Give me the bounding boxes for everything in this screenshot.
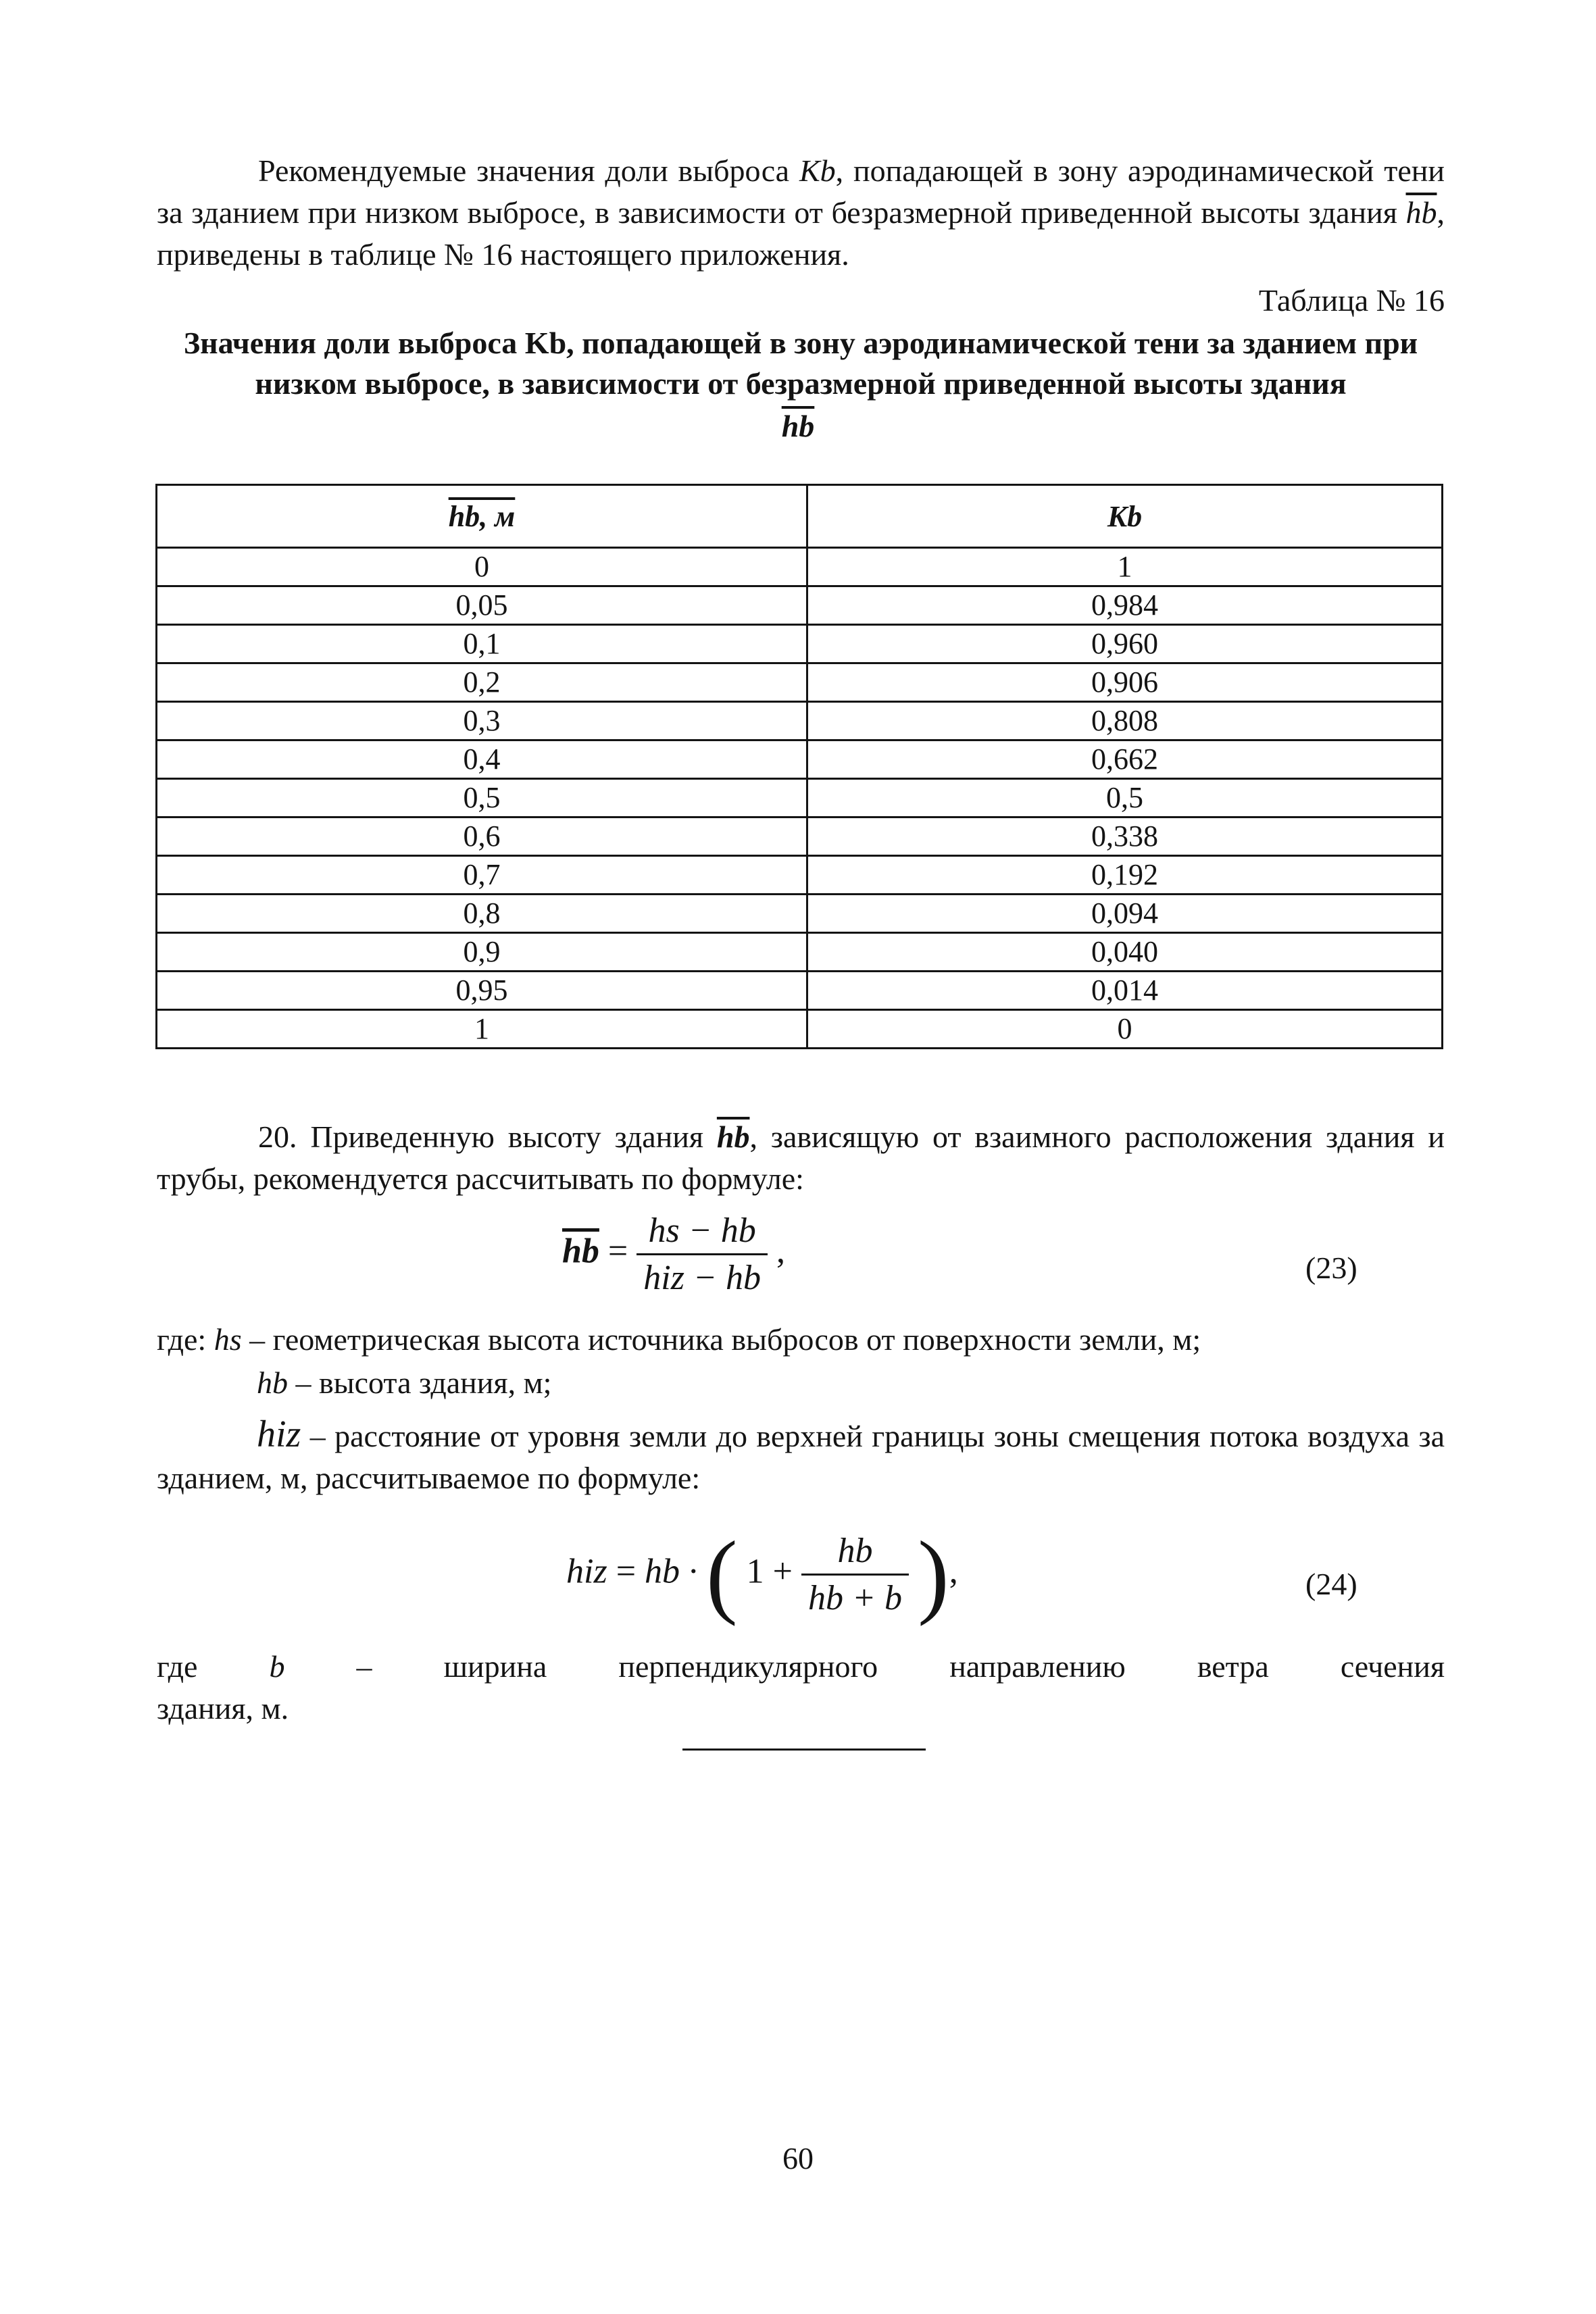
column-header-hb-text: hb, м [448, 499, 516, 533]
cell-hb: 0,1 [157, 625, 807, 663]
cell-kb: 0,960 [807, 625, 1443, 663]
section-20-paragraph [157, 1116, 1445, 1200]
table-row [157, 779, 1443, 818]
cell-hb: 0,05 [157, 586, 807, 625]
defs-hs-var: hs [214, 1322, 242, 1357]
table-row [157, 895, 1443, 933]
formula24-lparen: ( [706, 1522, 738, 1627]
column-header-kb: Kb [807, 485, 1443, 548]
cell-hb: 0,3 [157, 702, 807, 740]
table-row [157, 972, 1443, 1010]
formula23-numerator: hs − hb [637, 1211, 768, 1255]
formula23-lhs: $\overline{hb}$ [562, 1232, 599, 1271]
cell-kb: 0,5 [807, 779, 1443, 818]
cell-hb: 0,5 [157, 779, 807, 818]
table-row [157, 933, 1443, 972]
table-row [157, 663, 1443, 702]
definition-b-line2: здания, м. [157, 1691, 289, 1726]
defs-hb-text: – высота здания, м; [288, 1365, 552, 1400]
section20-text-a: 20. Приведенную высоту здания [258, 1120, 717, 1154]
var-kb: Kb [799, 153, 836, 188]
table-row [157, 625, 1443, 663]
table-row [157, 548, 1443, 586]
data-table [155, 484, 1443, 1049]
formula24-tail: , [949, 1552, 958, 1591]
cell-kb: 0,984 [807, 586, 1443, 625]
intro-text-b: , попадающей в зону аэродинамической тени за зданием при низком выбросе, в зависимости от безразмерной приведенной высоты здания [157, 153, 1445, 230]
formula24-factor: hb · [645, 1552, 698, 1591]
intro-text-c: , приведены в таблице № 16 настоящего приложения. [157, 195, 1445, 272]
table-body [157, 548, 1443, 1049]
formula-24 [566, 1520, 958, 1629]
formula24-one-plus: 1 + [746, 1552, 801, 1591]
formula24-numerator: hb [801, 1531, 909, 1576]
table-row [157, 1010, 1443, 1049]
defs-b-b: – ширина перпендикулярного направлению ветра сечения [356, 1649, 1445, 1684]
intro-paragraph [157, 150, 1445, 276]
separator-line [682, 1749, 926, 1751]
cell-kb: 0,192 [807, 856, 1443, 895]
table-row [157, 856, 1443, 895]
var-hb-section20: $\overline{hb}$ [716, 1120, 750, 1154]
column-header-hb [157, 485, 807, 548]
table-title-variable: $\overline{hb}$ [781, 409, 815, 443]
defs-hiz-var: hiz [257, 1413, 301, 1455]
cell-hb: 0,7 [157, 856, 807, 895]
definition-hiz [157, 1413, 1445, 1499]
formula24-denominator: hb + b [807, 1579, 903, 1617]
intro-text-a: Рекомендуемые значения доли выброса [258, 153, 799, 188]
formula23-eq: = [607, 1232, 637, 1271]
defs-b-var: b [269, 1649, 285, 1684]
cell-kb: 0,808 [807, 702, 1443, 740]
formula24-rparen: ) [918, 1522, 949, 1627]
cell-kb: 0,906 [807, 663, 1443, 702]
cell-hb: 0,2 [157, 663, 807, 702]
cell-hb: 0,6 [157, 818, 807, 856]
formula23-fraction [637, 1211, 768, 1298]
formula-23 [562, 1211, 785, 1298]
table-row [157, 702, 1443, 740]
defs-hs-text: – геометрическая высота источника выбросов от поверхности земли, м; [241, 1322, 1201, 1357]
cell-hb: 0,95 [157, 972, 807, 1010]
section20-text-b: , зависящую от взаимного расположения здания и трубы, рекомендуется рассчитывать по формуле: [157, 1120, 1445, 1196]
cell-kb: 0,338 [807, 818, 1443, 856]
equation-number-24: (24) [1305, 1567, 1357, 1601]
table-header-row [157, 485, 1443, 548]
equation-number-23: (23) [1305, 1251, 1357, 1285]
cell-hb: 1 [157, 1010, 807, 1049]
table-title: Значения доли выброса Kb, попадающей в зону аэродинамической тени за зданием при низком выбросе, в зависимости от безразмерной приведенной высоты здания [183, 326, 1418, 401]
defs-b-a: где [157, 1649, 198, 1684]
formula23-tail: , [776, 1232, 786, 1271]
cell-hb: 0,4 [157, 740, 807, 779]
table-row [157, 818, 1443, 856]
table-row [157, 740, 1443, 779]
cell-kb: 0,662 [807, 740, 1443, 779]
page-number: 60 [782, 2141, 814, 2175]
formula24-fraction [801, 1531, 909, 1618]
cell-hb: 0,8 [157, 895, 807, 933]
definition-hs [157, 1319, 1201, 1361]
table-row [157, 586, 1443, 625]
formula24-eq: = [616, 1552, 645, 1591]
cell-kb: 1 [807, 548, 1443, 586]
defs-prefix: где: [157, 1322, 214, 1357]
cell-kb: 0,040 [807, 933, 1443, 972]
definition-b-line1 [157, 1646, 1445, 1688]
formula24-lhs: hiz [566, 1552, 607, 1591]
cell-kb: 0,014 [807, 972, 1443, 1010]
definition-hb [257, 1362, 551, 1404]
cell-hb: 0 [157, 548, 807, 586]
cell-hb: 0,9 [157, 933, 807, 972]
defs-hb-var: hb [257, 1365, 288, 1400]
formula23-denominator: hiz − hb [643, 1259, 762, 1297]
table-number: Таблица № 16 [1258, 283, 1445, 318]
cell-kb: 0,094 [807, 895, 1443, 933]
cell-kb: 0 [807, 1010, 1443, 1049]
defs-hiz-text: – расстояние от уровня земли до верхней границы зоны смещения потока воздуха за зданием, м, рассчитываемое по формуле: [157, 1419, 1445, 1495]
var-hb: $\overline{hb}$ [1405, 195, 1437, 230]
